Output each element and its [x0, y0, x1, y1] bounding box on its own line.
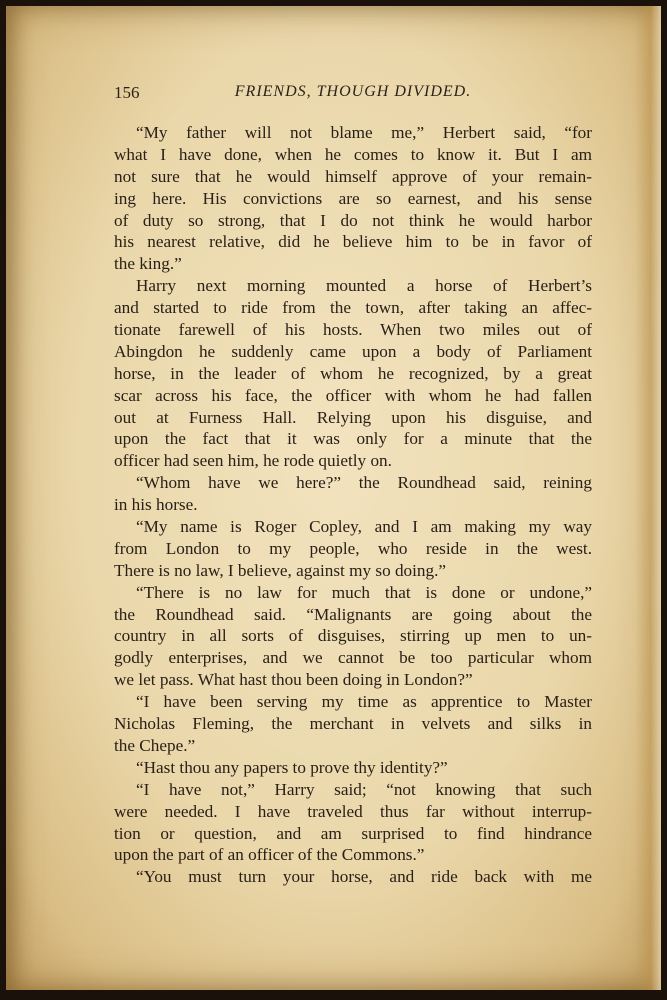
- text-line: we let pass. What hast thou been doing in London?”: [114, 670, 473, 690]
- text-line: out at Furness Hall. Relying upon his disguise, and: [114, 407, 592, 427]
- book-page: [6, 6, 661, 990]
- text-line: Nicholas Fleming, the merchant in velvets and silks in: [114, 714, 592, 734]
- text-line: “I have not,” Harry said; “not knowing that such: [136, 779, 592, 799]
- text-line: upon the part of an officer of the Commons.”: [114, 845, 425, 865]
- text-line: not sure that he would himself approve of your remain-: [114, 166, 592, 186]
- text-line: “Whom have we here?” the Roundhead said, reining: [136, 473, 592, 493]
- text-line: in his horse.: [114, 495, 198, 515]
- text-line: what I have done, when he comes to know it. But I am: [114, 144, 592, 164]
- text-line: tion or question, and am surprised to find hindrance: [114, 823, 592, 843]
- text-line: “My father will not blame me,” Herbert said, “for: [136, 123, 592, 142]
- page-header: [114, 81, 592, 107]
- text-line: “Hast thou any papers to prove thy identity?”: [136, 757, 448, 777]
- text-line: godly enterprises, and we cannot be too particular whom: [114, 648, 592, 668]
- page-number: 156: [114, 83, 140, 102]
- text-line: tionate farewell of his hosts. When two miles out of: [114, 320, 592, 340]
- text-line: scar across his face, the officer with whom he had fallen: [114, 385, 592, 405]
- text-line: and started to ride from the town, after taking an affec-: [114, 298, 592, 318]
- text-line: There is no law, I believe, against my so doing.”: [114, 560, 447, 580]
- text-line: Harry next morning mounted a horse of Herbert’s: [136, 276, 592, 296]
- text-line: upon the fact that it was only for a minute that the: [114, 429, 592, 449]
- text-line: country in all sorts of disguises, stirring up men to un-: [114, 626, 592, 646]
- text-line: “My name is Roger Copley, and I am making my way: [136, 517, 592, 537]
- text-line: the Chepe.”: [114, 735, 196, 755]
- text-line: Abingdon he suddenly came upon a body of Parliament: [114, 341, 592, 361]
- body-text: [114, 122, 592, 888]
- text-line: “I have been serving my time as apprentice to Master: [136, 692, 592, 712]
- text-line: of duty so strong, that I do not think he would harbor: [114, 210, 592, 230]
- text-line: from London to my people, who reside in the west.: [114, 538, 592, 558]
- text-line: “There is no law for much that is done or undone,”: [136, 582, 592, 602]
- running-title: FRIENDS, THOUGH DIVIDED.: [234, 83, 472, 100]
- text-line: were needed. I have traveled thus far without interrup-: [114, 801, 592, 821]
- text-line: “You must turn your horse, and ride back with me: [136, 867, 592, 887]
- text-line: his nearest relative, did he believe him to be in favor of: [114, 232, 592, 252]
- text-line: the king.”: [114, 254, 182, 274]
- text-line: officer had seen him, he rode quietly on.: [114, 451, 392, 471]
- text-line: horse, in the leader of whom he recognized, by a great: [114, 363, 592, 383]
- text-line: ing here. His convictions are so earnest, and his sense: [114, 188, 592, 208]
- text-line: the Roundhead said. “Malignants are going about the: [114, 604, 592, 624]
